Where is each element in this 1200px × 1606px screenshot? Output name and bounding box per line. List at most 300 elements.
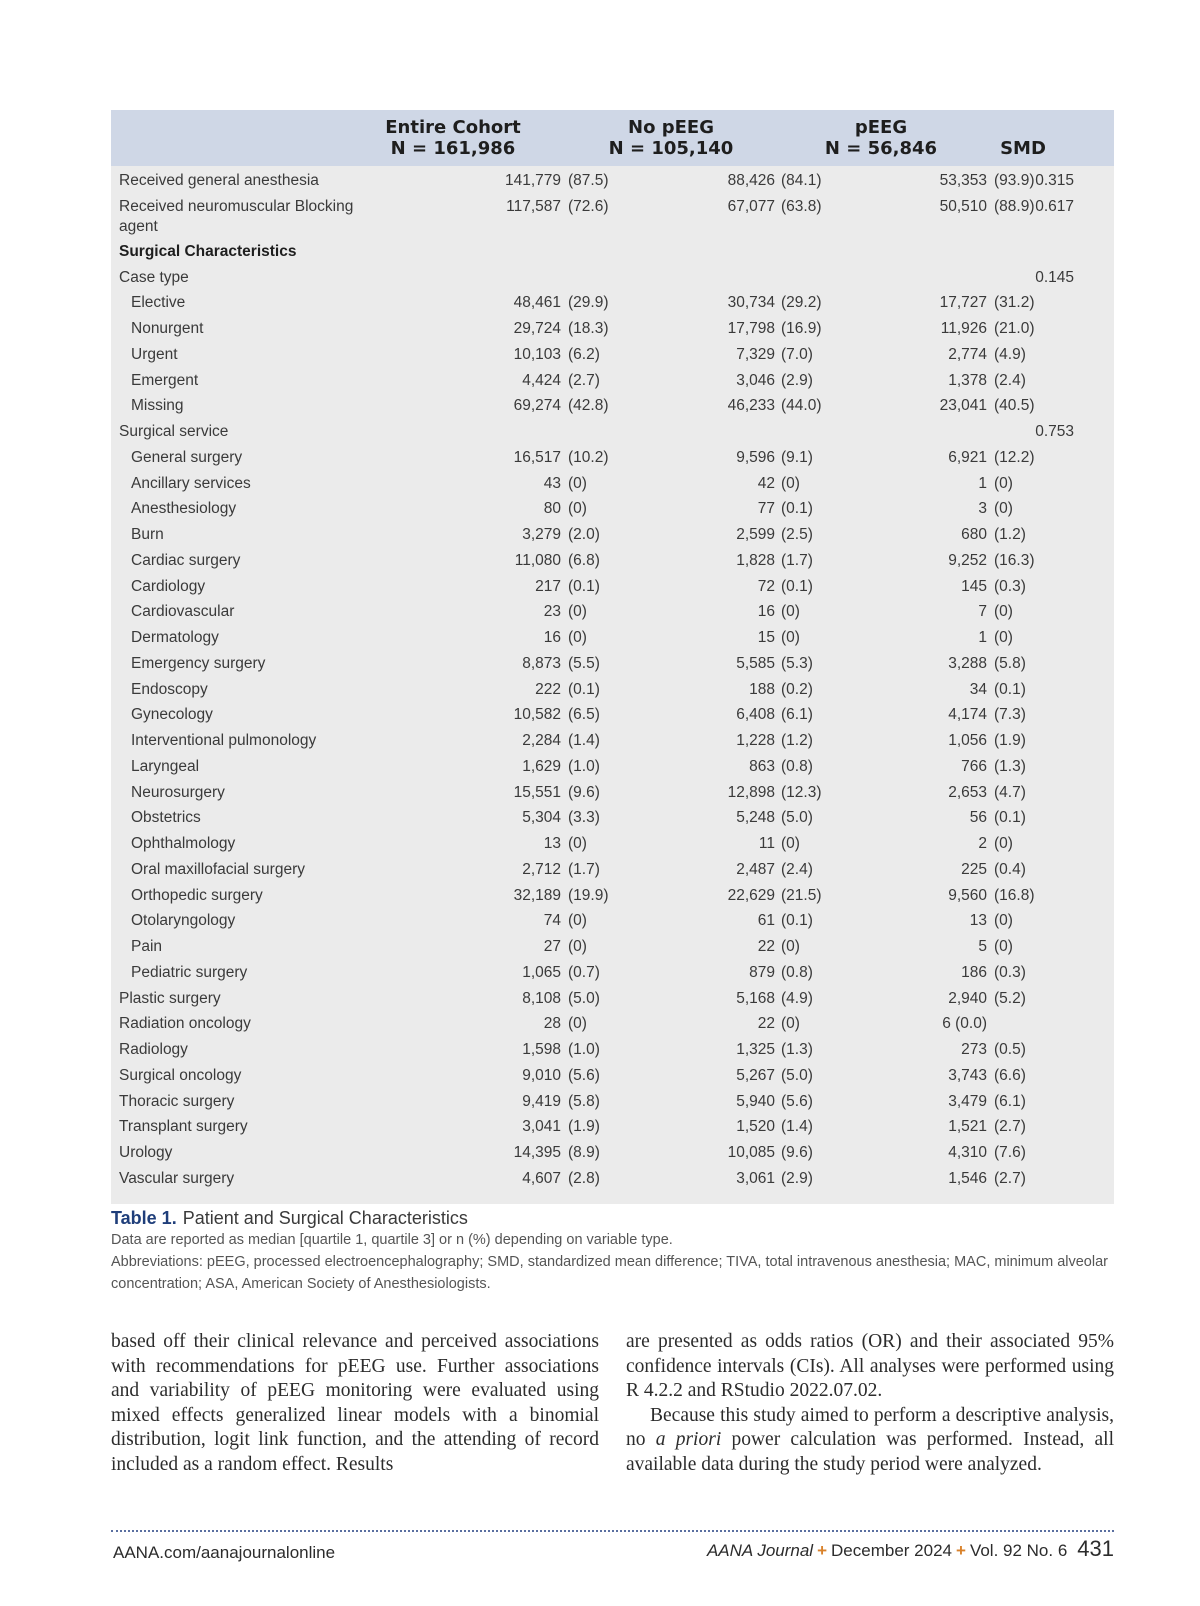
cell-c3p: (0.1) — [994, 680, 1026, 698]
row-label: Pediatric surgery — [131, 963, 248, 981]
table-row — [111, 597, 1114, 623]
cell-c2n: 12,898 — [727, 783, 775, 801]
cell-c2p: (4.9) — [781, 989, 813, 1007]
cell-c2p: (2.9) — [781, 1169, 813, 1187]
cell-c1p: (1.7) — [568, 860, 600, 878]
cell-c1n: 29,724 — [513, 320, 561, 337]
cell-c1p: (5.8) — [568, 1092, 600, 1110]
table-row — [111, 752, 1114, 778]
header-smd: SMD — [1000, 138, 1046, 159]
cell-c3p: (0.3) — [994, 963, 1026, 981]
cell-c1p: (1.0) — [568, 757, 600, 775]
cell-c2p: (21.5) — [781, 886, 822, 904]
cell-c3n: 1 — [978, 474, 987, 492]
power-text-emphasis: a priori — [655, 1429, 722, 1451]
cell-c1p: (5.0) — [568, 989, 600, 1007]
cell-c2n: 7,329 — [736, 345, 775, 363]
row-label: Surgical oncology — [119, 1066, 242, 1084]
cell-c1n: 1,065 — [522, 963, 561, 981]
row-label: Obstetrics — [131, 809, 201, 827]
cell-c2p: (0) — [781, 1015, 800, 1033]
cell-c1p: (0) — [568, 835, 587, 852]
row-label: Urology — [119, 1144, 173, 1161]
cell-c1p: (1.4) — [568, 732, 600, 749]
cell-c3n: 3,743 — [948, 1066, 987, 1084]
cell-c1n: 13 — [543, 835, 561, 852]
cell-c3p: (4.9) — [994, 345, 1026, 363]
cell-c1p: (2.7) — [568, 371, 600, 389]
cell-c3n: 3,288 — [948, 654, 987, 672]
cell-c3p: (0) — [994, 603, 1013, 621]
table-row — [111, 166, 1114, 192]
cell-c2n: 15 — [757, 629, 775, 646]
cell-c3p: (4.7) — [994, 783, 1026, 801]
cell-c1n: 5,304 — [522, 809, 561, 827]
cell-c2p: (9.1) — [781, 448, 813, 466]
cell-c1p: (2.0) — [568, 526, 600, 543]
cell-c3p: (7.3) — [994, 706, 1026, 724]
row-label: Surgical service — [119, 423, 229, 440]
cell-c1n: 48,461 — [513, 294, 561, 312]
cell-c1p: (0) — [568, 938, 587, 955]
caption-note-abbreviations: Abbreviations: pEEG, processed electroencephalography; SMD, standardized mean difference; TIVA, total intravenous anesthesia; MAC, minimum alveolar concentration; ASA, American Society of Anesthesiologists. — [111, 1254, 1108, 1292]
cell-c2p: (0) — [781, 629, 800, 646]
row-label: Ancillary services — [131, 474, 251, 492]
cell-c1n: 9,010 — [522, 1066, 561, 1084]
cell-c1p: (0.7) — [568, 963, 600, 981]
cell-c1n: 2,712 — [522, 860, 561, 878]
cell-c3n: 225 — [961, 860, 987, 878]
cell-c2p: (1.3) — [781, 1041, 813, 1058]
header-no-peeg-n: N = 105,140 — [608, 138, 734, 159]
table-row — [111, 288, 1114, 314]
cell-c1p: (10.2) — [568, 448, 609, 466]
table-row — [111, 391, 1114, 417]
row-label: Anesthesiology — [131, 500, 237, 518]
header-peeg-title: pEEG — [854, 117, 908, 138]
cell-c2n: 61 — [757, 912, 775, 930]
row-label: Ophthalmology — [131, 835, 236, 852]
row-label: Interventional pulmonology — [131, 732, 317, 749]
table-row — [111, 829, 1114, 855]
body-paragraph-results: are presented as odds ratios (OR) and their associated 95% confidence intervals (CIs). All analyses were performed using R 4.2.2 and RStudio 2022.07.02. — [626, 1331, 1114, 1402]
footer-website-link[interactable]: AANA.com/aanajournalonline — [113, 1543, 336, 1562]
cell-c1p: (3.3) — [568, 809, 600, 827]
cell-c1n: 15,551 — [513, 783, 561, 801]
cell-c3n: 53,353 — [939, 172, 987, 189]
cell-c3p: (93.9) — [994, 172, 1035, 189]
cell-c1n: 3,041 — [522, 1118, 561, 1136]
cell-c3n: 1,378 — [948, 371, 987, 389]
power-text-start: Because this study aimed to perform a descriptive analysis, no — [626, 1404, 1114, 1451]
table-row — [111, 1164, 1114, 1190]
cell-c1n: 10,103 — [513, 345, 561, 363]
cell-c3n: 1 — [978, 629, 987, 646]
cell-c1n: 80 — [543, 500, 561, 518]
table-row — [111, 1087, 1114, 1113]
cell-c2n: 1,520 — [736, 1118, 775, 1136]
cell-c1p: (0) — [568, 500, 587, 518]
row-label: Pain — [131, 938, 163, 955]
cell-c3p: (1.9) — [994, 732, 1026, 749]
cell-c1n: 1,629 — [522, 757, 561, 775]
cell-c2p: (9.6) — [781, 1144, 813, 1161]
cell-c2n: 2,487 — [736, 860, 775, 878]
cell-c2p: (0.1) — [781, 912, 813, 930]
cell-c1n: 32,189 — [513, 886, 561, 904]
table-row — [111, 417, 1114, 443]
cell-c2p: (0) — [781, 474, 800, 492]
cell-c3p: (2.7) — [994, 1169, 1026, 1187]
cell-c1p: (19.9) — [568, 886, 609, 904]
cell-c1n: 217 — [535, 577, 561, 595]
cell-c3p: (6.6) — [994, 1066, 1026, 1084]
cell-c3n: 9,560 — [948, 886, 987, 904]
cell-smd: 0.315 — [1035, 172, 1074, 189]
table-row — [111, 1138, 1114, 1164]
cell-c1n: 69,274 — [513, 397, 561, 415]
cell-c1p: (0.1) — [568, 680, 600, 698]
cell-c1p: (42.8) — [568, 397, 609, 415]
cell-c1n: 43 — [543, 474, 561, 492]
table-row — [111, 958, 1114, 984]
row-label: Neurosurgery — [131, 783, 225, 801]
cell-c1n: 3,279 — [522, 526, 561, 543]
cell-c2n: 17,798 — [727, 320, 775, 337]
table-caption — [111, 1207, 1114, 1295]
cell-c3n: 273 — [961, 1041, 987, 1058]
cell-c3n: 7 — [978, 603, 987, 621]
cell-c1n: 222 — [535, 680, 561, 698]
footer-divider — [111, 1530, 1114, 1532]
header-peeg-n: N = 56,846 — [824, 138, 938, 159]
cell-c1n: 11,080 — [514, 551, 561, 569]
body-text-left: based off their clinical relevance and perceived associations with recommendations for pEEG use. Further associations and variability of pEEG monitoring were evaluated using mixed effects generalized linear models with a binomial distribution, logit link function, and the attending of record included as a random effect. Results — [111, 1331, 599, 1475]
table-row — [111, 778, 1114, 804]
row-label: Thoracic surgery — [119, 1092, 235, 1110]
row-label: Received general anesthesia — [119, 172, 319, 189]
table-row — [111, 546, 1114, 572]
cell-c3p: (0) — [994, 629, 1013, 646]
cell-c1p: (0) — [568, 474, 587, 492]
cell-c2p: (29.2) — [781, 294, 822, 312]
body-paragraph-power — [626, 1404, 1114, 1478]
cell-c1p: (1.9) — [568, 1118, 600, 1136]
cell-c2p: (6.1) — [781, 706, 813, 724]
row-label: Otolaryngology — [131, 912, 236, 930]
cell-c2n: 72 — [757, 577, 775, 595]
cell-c1n: 141,779 — [504, 172, 561, 189]
table-row — [111, 726, 1114, 752]
cell-c2p: (5.3) — [781, 654, 813, 672]
row-label: Surgical Characteristics — [119, 242, 297, 260]
cell-c2p: (2.9) — [781, 371, 813, 389]
cell-c3n: 50,510 — [939, 197, 987, 215]
cell-c3n: 766 — [961, 757, 987, 775]
cell-c2p: (1.4) — [781, 1118, 813, 1136]
cell-c1p: (9.6) — [568, 783, 600, 801]
cell-c1p: (87.5) — [568, 172, 609, 189]
cell-c2p: (0.1) — [781, 500, 813, 518]
cell-c2p: (0) — [781, 835, 800, 852]
cell-c2n: 1,228 — [736, 732, 775, 749]
cell-c2p: (5.6) — [781, 1092, 813, 1110]
cell-c2p: (0) — [781, 938, 800, 955]
cell-c3n: 2,653 — [948, 783, 987, 801]
cell-c3p: (1.3) — [994, 757, 1026, 775]
cell-c1n: 16,517 — [513, 448, 561, 466]
table-row — [111, 1035, 1114, 1061]
cell-c1p: (0) — [568, 629, 587, 646]
footer-date: December 2024 — [831, 1541, 952, 1560]
cell-c2p: (44.0) — [781, 397, 822, 415]
row-label: Cardiac surgery — [131, 551, 241, 569]
cell-c3n: 23,041 — [939, 397, 987, 415]
header-no-peeg — [591, 117, 751, 159]
cell-c1n: 8,108 — [522, 989, 561, 1007]
cell-c3n: 4,174 — [948, 706, 987, 724]
cell-c1n: 9,419 — [522, 1092, 561, 1110]
row-label: Gynecology — [131, 706, 213, 724]
cell-c2n: 46,233 — [727, 397, 775, 415]
cell-c1n: 14,395 — [513, 1144, 561, 1161]
cell-c3n: 4,310 — [948, 1144, 987, 1161]
table-row — [111, 1009, 1114, 1035]
table-row — [111, 443, 1114, 469]
cell-c2n: 3,061 — [736, 1169, 775, 1187]
cell-c2n: 11 — [758, 835, 775, 852]
cell-c3p: (0) — [994, 500, 1013, 518]
plus-separator-icon: + — [817, 1541, 828, 1560]
cell-c3p: (6.1) — [994, 1092, 1026, 1110]
table-row — [111, 1061, 1114, 1087]
cell-c2n: 5,585 — [736, 654, 775, 672]
cell-c2n: 30,734 — [727, 294, 775, 312]
cell-c3p: (16.3) — [994, 551, 1035, 569]
cell-c2p: (0.1) — [781, 577, 813, 595]
table-row — [111, 700, 1114, 726]
cell-c1p: (72.6) — [568, 197, 609, 215]
table-row — [111, 237, 1114, 263]
table-row — [111, 340, 1114, 366]
cell-c2n: 42 — [757, 474, 775, 492]
caption-title-line — [111, 1207, 1114, 1229]
cell-c2n: 88,426 — [727, 172, 775, 189]
cell-c1p: (8.9) — [568, 1144, 600, 1161]
cell-c3n: 1,546 — [948, 1169, 987, 1187]
caption-title: Patient and Surgical Characteristics — [182, 1208, 468, 1228]
cell-c3p: (0) — [994, 835, 1013, 852]
header-entire-cohort-n: N = 161,986 — [390, 138, 516, 159]
row-label: Radiation oncology — [119, 1015, 251, 1033]
cell-c3n: 13 — [969, 912, 987, 930]
cell-smd: 0.753 — [1035, 423, 1074, 440]
footer-journal-name: AANA Journal — [706, 1541, 814, 1560]
cell-c3n: 5 — [978, 938, 987, 955]
cell-c3n: 1,521 — [948, 1118, 987, 1136]
row-label: Dermatology — [131, 629, 219, 646]
table-row — [111, 623, 1114, 649]
row-label: Transplant surgery — [119, 1118, 248, 1136]
row-label: Orthopedic surgery — [131, 886, 263, 904]
table-row — [111, 906, 1114, 932]
table-row — [111, 520, 1114, 546]
row-label: Endoscopy — [131, 680, 208, 698]
cell-c1p: (5.5) — [568, 654, 600, 672]
cell-c2p: (1.7) — [781, 551, 813, 569]
cell-c1p: (1.0) — [568, 1041, 600, 1058]
cell-c2p: (1.2) — [781, 732, 813, 749]
cell-c3n: 17,727 — [939, 294, 987, 312]
cell-c3p: (0) — [994, 938, 1013, 955]
cell-c2p: (84.1) — [781, 172, 822, 189]
cell-c3p: (5.2) — [994, 989, 1026, 1007]
cell-c3n: 2,940 — [948, 989, 987, 1007]
cell-c1p: (18.3) — [568, 320, 609, 337]
cell-c2n: 22 — [757, 1015, 775, 1033]
cell-c1p: (6.2) — [568, 345, 600, 363]
cell-c3p: (1.2) — [994, 526, 1026, 543]
cell-c2p: (16.9) — [781, 320, 822, 337]
row-label: Burn — [131, 526, 164, 543]
cell-c1n: 10,582 — [513, 706, 561, 724]
cell-c3n: 186 — [961, 963, 987, 981]
header-entire-cohort — [373, 117, 533, 159]
cell-c2p: (63.8) — [781, 197, 822, 215]
table-row — [111, 984, 1114, 1010]
cell-c2n: 3,046 — [736, 371, 775, 389]
cell-c2n: 5,267 — [736, 1066, 775, 1084]
cell-c2n: 10,085 — [727, 1144, 775, 1161]
cell-c2n: 5,168 — [736, 989, 775, 1007]
cell-c2p: (5.0) — [781, 1066, 813, 1084]
cell-c3p: (12.2) — [994, 448, 1035, 466]
cell-c1n: 4,607 — [522, 1169, 561, 1187]
cell-c2n: 863 — [749, 757, 775, 775]
cell-c2p: (2.5) — [781, 526, 813, 543]
cell-c3p: (2.7) — [994, 1118, 1026, 1136]
cell-c3p: (88.9) — [994, 197, 1035, 215]
cell-c3p: (7.6) — [994, 1144, 1026, 1161]
cell-c2n: 5,940 — [736, 1092, 775, 1110]
cell-c3p: (0) — [994, 912, 1013, 930]
cell-c1n: 23 — [543, 603, 561, 621]
cell-c3n: 6,921 — [948, 448, 987, 466]
cell-c2p: (0.2) — [781, 680, 813, 698]
cell-c3p: (0) — [994, 474, 1013, 492]
row-label: Cardiology — [131, 577, 206, 595]
cell-c3p: (40.5) — [994, 397, 1035, 415]
row-label: Urgent — [131, 345, 178, 363]
cell-c2p: (0.8) — [781, 963, 813, 981]
cell-c3p: (21.0) — [994, 320, 1035, 337]
row-label: Vascular surgery — [119, 1169, 235, 1187]
page-number: 431 — [1077, 1536, 1114, 1561]
table-row — [111, 932, 1114, 958]
table-row — [111, 494, 1114, 520]
cell-c3n: 6 (0.0) — [942, 1015, 987, 1033]
cell-c3n: 9,252 — [948, 551, 987, 569]
cell-c1p: (29.9) — [568, 294, 609, 312]
table-row — [111, 1112, 1114, 1138]
cell-c1n: 2,284 — [522, 732, 561, 749]
table-row — [111, 855, 1114, 881]
cell-c1n: 16 — [543, 629, 561, 646]
table-row — [111, 263, 1114, 289]
cell-c2p: (7.0) — [781, 345, 813, 363]
cell-c1n: 8,873 — [522, 654, 561, 672]
cell-c3p: (0.5) — [994, 1041, 1026, 1058]
table-row — [111, 675, 1114, 701]
cell-c3n: 2 — [978, 835, 987, 852]
row-label: Emergent — [131, 371, 199, 389]
row-label: Cardiovascular — [131, 603, 235, 621]
cell-c3n: 3,479 — [948, 1092, 987, 1110]
cell-c3n: 34 — [969, 680, 987, 698]
cell-c2n: 77 — [757, 500, 775, 518]
cell-c3p: (0.4) — [994, 860, 1026, 878]
cell-c3p: (0.3) — [994, 577, 1026, 595]
row-label: Received neuromuscular Blocking agent — [119, 197, 354, 235]
plus-separator-icon: + — [956, 1541, 966, 1560]
cell-c2n: 22 — [757, 938, 775, 955]
cell-c3n: 3 — [978, 500, 987, 518]
row-label: Elective — [131, 294, 186, 312]
cell-c1n: 117,587 — [506, 197, 561, 215]
cell-c3p: (5.8) — [994, 654, 1026, 672]
table-body — [111, 166, 1114, 1190]
cell-c1p: (0) — [568, 1015, 587, 1033]
cell-c2n: 22,629 — [727, 886, 775, 904]
cell-c3n: 2,774 — [948, 345, 987, 363]
cell-c2n: 16 — [757, 603, 775, 621]
cell-smd: 0.145 — [1035, 268, 1074, 286]
row-label: Oral maxillofacial surgery — [131, 860, 305, 878]
row-label: Plastic surgery — [119, 989, 221, 1007]
footer-journal-info — [707, 1536, 1114, 1562]
cell-c1n: 1,598 — [522, 1041, 561, 1058]
cell-c3n: 11,926 — [940, 320, 987, 337]
row-label: Emergency surgery — [131, 654, 266, 672]
cell-c3n: 1,056 — [948, 732, 987, 749]
table-row — [111, 469, 1114, 495]
header-no-peeg-title: No pEEG — [628, 117, 714, 138]
cell-c1n: 74 — [543, 912, 561, 930]
cell-c1n: 27 — [543, 938, 561, 955]
table-row — [111, 366, 1114, 392]
cell-c2n: 1,828 — [736, 551, 775, 569]
table-row — [111, 192, 1114, 237]
cell-c2p: (0.8) — [781, 757, 813, 775]
cell-c1p: (5.6) — [568, 1066, 600, 1084]
cell-c2n: 2,599 — [736, 526, 775, 543]
cell-c2p: (0) — [781, 603, 800, 621]
cell-c2n: 9,596 — [736, 448, 775, 466]
row-label: Case type — [119, 268, 189, 286]
cell-c3p: (16.8) — [994, 886, 1035, 904]
cell-c1p: (0.1) — [568, 577, 600, 595]
cell-c3n: 145 — [961, 577, 987, 595]
cell-c1p: (2.8) — [568, 1169, 600, 1187]
cell-c2p: (5.0) — [781, 809, 813, 827]
cell-c2p: (2.4) — [781, 860, 813, 878]
cell-c3n: 56 — [969, 809, 987, 827]
row-label: Missing — [131, 397, 184, 415]
header-peeg — [801, 117, 961, 159]
caption-label: Table 1. — [111, 1208, 177, 1228]
characteristics-table — [111, 110, 1114, 1204]
cell-c1p: (0) — [568, 912, 587, 930]
